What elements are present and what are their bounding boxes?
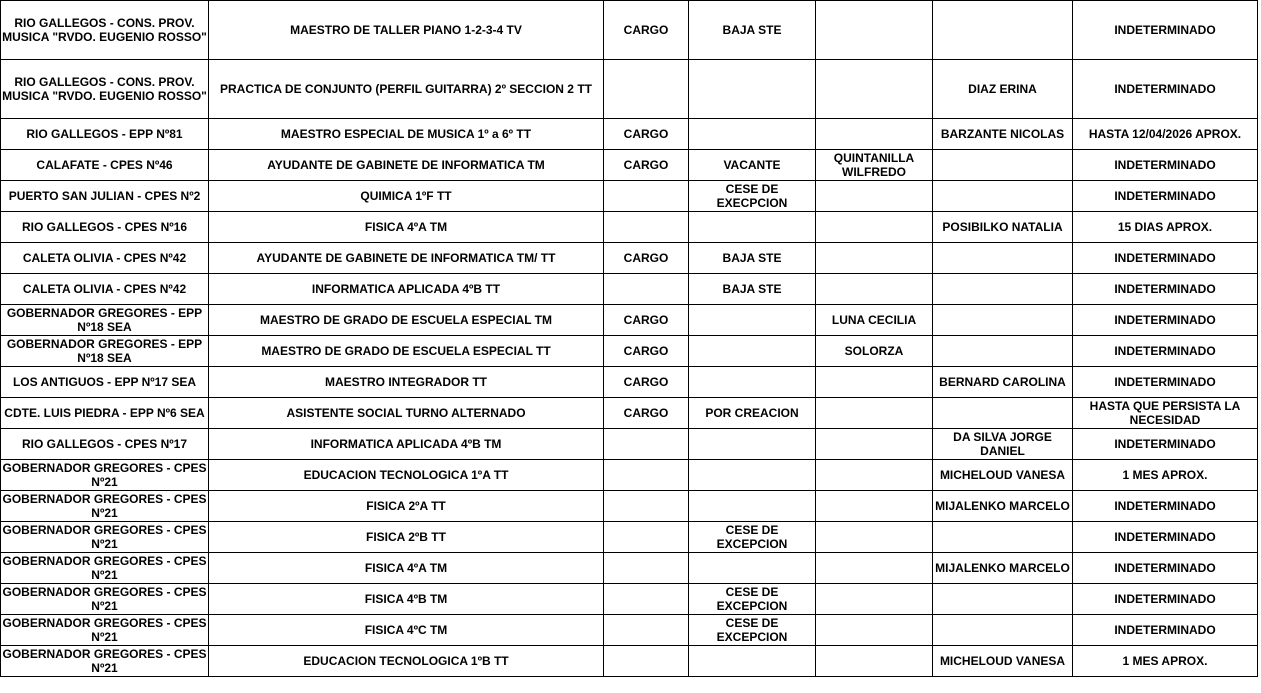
- replacement-cell: [933, 398, 1073, 429]
- table-row: [1, 491, 1258, 522]
- reason-cell: [689, 119, 816, 150]
- reason-cell: POR CREACION: [689, 398, 816, 429]
- school-cell: CALETA OLIVIA - CPES Nº42: [1, 274, 209, 305]
- position-cell: FISICA 4ºC TM: [209, 615, 604, 646]
- position-cell: AYUDANTE DE GABINETE DE INFORMATICA TM: [209, 150, 604, 181]
- table-body: [1, 1, 1258, 677]
- type-cell: [604, 274, 689, 305]
- school-cell: GOBERNADOR GREGORES - CPES Nº21: [2, 616, 207, 644]
- duration-cell: HASTA QUE PERSISTA LA NECESIDAD: [1073, 398, 1258, 429]
- table-row: [1, 367, 1258, 398]
- position-cell: AYUDANTE DE GABINETE DE INFORMATICA TM/ TT: [209, 243, 604, 274]
- table-row: [1, 615, 1258, 646]
- table-row: [1, 460, 1258, 491]
- reason-cell: [689, 60, 816, 119]
- duration-cell: INDETERMINADO: [1073, 367, 1258, 398]
- duration-cell: INDETERMINADO: [1073, 584, 1258, 615]
- position-cell: MAESTRO ESPECIAL DE MUSICA 1º a 6º TT: [209, 119, 604, 150]
- replacement-cell: MIJALENKO MARCELO: [933, 553, 1073, 584]
- type-cell: [604, 646, 689, 677]
- holder-cell: SOLORZA: [816, 336, 933, 367]
- school-cell: CALETA OLIVIA - CPES Nº42: [1, 243, 209, 274]
- type-cell: [604, 181, 689, 212]
- type-cell: [604, 522, 689, 553]
- position-cell: ASISTENTE SOCIAL TURNO ALTERNADO: [209, 398, 604, 429]
- school-cell: GOBERNADOR GREGORES - CPES Nº21: [2, 461, 207, 489]
- table-row: [1, 1, 1258, 60]
- position-cell: MAESTRO DE GRADO DE ESCUELA ESPECIAL TM: [209, 305, 604, 336]
- holder-cell: [816, 615, 933, 646]
- holder-cell: [816, 491, 933, 522]
- reason-cell: [689, 646, 816, 677]
- replacement-cell: [933, 1, 1073, 60]
- position-cell: FISICA 4ºA TM: [209, 553, 604, 584]
- table-row: [1, 119, 1258, 150]
- type-cell: CARGO: [604, 150, 689, 181]
- holder-cell: [816, 584, 933, 615]
- duration-cell: INDETERMINADO: [1073, 522, 1258, 553]
- holder-cell: [816, 460, 933, 491]
- type-cell: CARGO: [604, 243, 689, 274]
- reason-cell: [689, 460, 816, 491]
- type-cell: [604, 491, 689, 522]
- school-cell: GOBERNADOR GREGORES - CPES Nº21: [2, 492, 207, 520]
- holder-cell: [816, 367, 933, 398]
- holder-cell: [816, 274, 933, 305]
- replacement-cell: MICHELOUD VANESA: [933, 646, 1073, 677]
- type-cell: CARGO: [604, 367, 689, 398]
- replacement-cell: [933, 305, 1073, 336]
- duration-cell: INDETERMINADO: [1073, 181, 1258, 212]
- table-row: [1, 150, 1258, 181]
- reason-cell: [689, 305, 816, 336]
- duration-cell: INDETERMINADO: [1073, 60, 1258, 119]
- table-row: [1, 274, 1258, 305]
- holder-cell: [816, 553, 933, 584]
- table-row: [1, 305, 1258, 336]
- type-cell: [604, 60, 689, 119]
- holder-cell: [816, 243, 933, 274]
- holder-cell: [816, 522, 933, 553]
- position-cell: PRACTICA DE CONJUNTO (PERFIL GUITARRA) 2º SECCION 2 TT: [209, 60, 604, 119]
- replacement-cell: POSIBILKO NATALIA: [933, 212, 1073, 243]
- type-cell: [604, 212, 689, 243]
- type-cell: [604, 584, 689, 615]
- replacement-cell: MIJALENKO MARCELO: [933, 491, 1073, 522]
- duration-cell: INDETERMINADO: [1073, 274, 1258, 305]
- duration-cell: 1 MES APROX.: [1073, 460, 1258, 491]
- replacement-cell: BARZANTE NICOLAS: [933, 119, 1073, 150]
- replacement-cell: [933, 336, 1073, 367]
- position-cell: FISICA 2ºB TT: [209, 522, 604, 553]
- duration-cell: 1 MES APROX.: [1073, 646, 1258, 677]
- school-cell: RIO GALLEGOS - CPES Nº16: [1, 212, 209, 243]
- school-cell: GOBERNADOR GREGORES - CPES Nº21: [2, 585, 207, 613]
- duration-cell: INDETERMINADO: [1073, 243, 1258, 274]
- reason-cell: BAJA STE: [689, 243, 816, 274]
- replacement-cell: [933, 584, 1073, 615]
- duration-cell: INDETERMINADO: [1073, 491, 1258, 522]
- position-cell: MAESTRO DE TALLER PIANO 1-2-3-4 TV: [209, 1, 604, 60]
- type-cell: CARGO: [604, 398, 689, 429]
- reason-cell: BAJA STE: [689, 1, 816, 60]
- holder-cell: LUNA CECILIA: [816, 305, 933, 336]
- reason-cell: BAJA STE: [689, 274, 816, 305]
- type-cell: [604, 615, 689, 646]
- replacement-cell: [933, 150, 1073, 181]
- table-row: [1, 212, 1258, 243]
- replacement-cell: [933, 181, 1073, 212]
- school-cell: RIO GALLEGOS - EPP Nº81: [1, 119, 209, 150]
- table-row: [1, 398, 1258, 429]
- position-cell: FISICA 2ºA TT: [209, 491, 604, 522]
- duration-cell: INDETERMINADO: [1073, 615, 1258, 646]
- type-cell: [604, 460, 689, 491]
- duration-cell: INDETERMINADO: [1073, 429, 1258, 460]
- duration-cell: INDETERMINADO: [1073, 1, 1258, 60]
- position-cell: MAESTRO INTEGRADOR TT: [209, 367, 604, 398]
- school-cell: CALAFATE - CPES Nº46: [1, 150, 209, 181]
- school-cell: RIO GALLEGOS - CONS. PROV. MUSICA "RVDO. EUGENIO ROSSO": [1, 60, 209, 119]
- type-cell: CARGO: [604, 336, 689, 367]
- table-row: [1, 646, 1258, 677]
- replacement-cell: BERNARD CAROLINA: [933, 367, 1073, 398]
- position-cell: QUIMICA 1ºF TT: [209, 181, 604, 212]
- holder-cell: [816, 119, 933, 150]
- holder-cell: [816, 60, 933, 119]
- table-row: [1, 243, 1258, 274]
- type-cell: CARGO: [604, 1, 689, 60]
- reason-cell: CESE DE EXCEPCION: [689, 615, 816, 646]
- school-cell: GOBERNADOR GREGORES - CPES Nº21: [2, 647, 207, 675]
- holder-cell: [816, 212, 933, 243]
- school-cell: PUERTO SAN JULIAN - CPES Nº2: [1, 181, 209, 212]
- school-cell: RIO GALLEGOS - CPES Nº17: [1, 429, 209, 460]
- reason-cell: [689, 212, 816, 243]
- reason-cell: VACANTE: [689, 150, 816, 181]
- table-row: [1, 336, 1258, 367]
- duration-cell: INDETERMINADO: [1073, 336, 1258, 367]
- position-cell: MAESTRO DE GRADO DE ESCUELA ESPECIAL TT: [209, 336, 604, 367]
- reason-cell: [689, 336, 816, 367]
- school-cell: CDTE. LUIS PIEDRA - EPP Nº6 SEA: [1, 398, 209, 429]
- holder-cell: [816, 429, 933, 460]
- duration-cell: INDETERMINADO: [1073, 305, 1258, 336]
- holder-cell: [816, 398, 933, 429]
- replacement-cell: [933, 522, 1073, 553]
- table-row: [1, 522, 1258, 553]
- duration-cell: HASTA 12/04/2026 APROX.: [1073, 119, 1258, 150]
- holder-cell: [816, 646, 933, 677]
- position-cell: INFORMATICA APLICADA 4ºB TM: [209, 429, 604, 460]
- table-row: [1, 181, 1258, 212]
- table-row: [1, 553, 1258, 584]
- replacement-cell: [933, 615, 1073, 646]
- reason-cell: CESE DE EXCEPCION: [689, 584, 816, 615]
- replacement-cell: DIAZ ERINA: [933, 60, 1073, 119]
- table-row: [1, 584, 1258, 615]
- position-cell: FISICA 4ºB TM: [209, 584, 604, 615]
- type-cell: [604, 429, 689, 460]
- school-cell: GOBERNADOR GREGORES - CPES Nº21: [2, 554, 207, 582]
- reason-cell: [689, 491, 816, 522]
- position-cell: INFORMATICA APLICADA 4ºB TT: [209, 274, 604, 305]
- table-row: [1, 60, 1258, 119]
- duration-cell: INDETERMINADO: [1073, 150, 1258, 181]
- position-cell: EDUCACION TECNOLOGICA 1ºB TT: [209, 646, 604, 677]
- replacement-cell: [933, 274, 1073, 305]
- school-cell: GOBERNADOR GREGORES - CPES Nº21: [2, 523, 207, 551]
- position-cell: FISICA 4ºA TM: [209, 212, 604, 243]
- type-cell: CARGO: [604, 119, 689, 150]
- reason-cell: CESE DE EXECPCION: [689, 181, 816, 212]
- holder-cell: [816, 181, 933, 212]
- reason-cell: [689, 367, 816, 398]
- school-cell: RIO GALLEGOS - CONS. PROV. MUSICA "RVDO. EUGENIO ROSSO": [1, 1, 209, 60]
- reason-cell: CESE DE EXCEPCION: [689, 522, 816, 553]
- replacement-cell: MICHELOUD VANESA: [933, 460, 1073, 491]
- replacement-cell: DA SILVA JORGE DANIEL: [933, 429, 1073, 460]
- holder-cell: [816, 1, 933, 60]
- table-row: [1, 429, 1258, 460]
- holder-cell: QUINTANILLA WILFREDO: [816, 150, 933, 181]
- position-cell: EDUCACION TECNOLOGICA 1ºA TT: [209, 460, 604, 491]
- duration-cell: 15 DIAS APROX.: [1073, 212, 1258, 243]
- school-cell: LOS ANTIGUOS - EPP Nº17 SEA: [1, 367, 209, 398]
- type-cell: [604, 553, 689, 584]
- school-cell: GOBERNADOR GREGORES - EPP Nº18 SEA: [1, 336, 209, 367]
- reason-cell: [689, 429, 816, 460]
- duration-cell: INDETERMINADO: [1073, 553, 1258, 584]
- type-cell: CARGO: [604, 305, 689, 336]
- school-cell: GOBERNADOR GREGORES - EPP Nº18 SEA: [1, 305, 209, 336]
- reason-cell: [689, 553, 816, 584]
- replacement-cell: [933, 243, 1073, 274]
